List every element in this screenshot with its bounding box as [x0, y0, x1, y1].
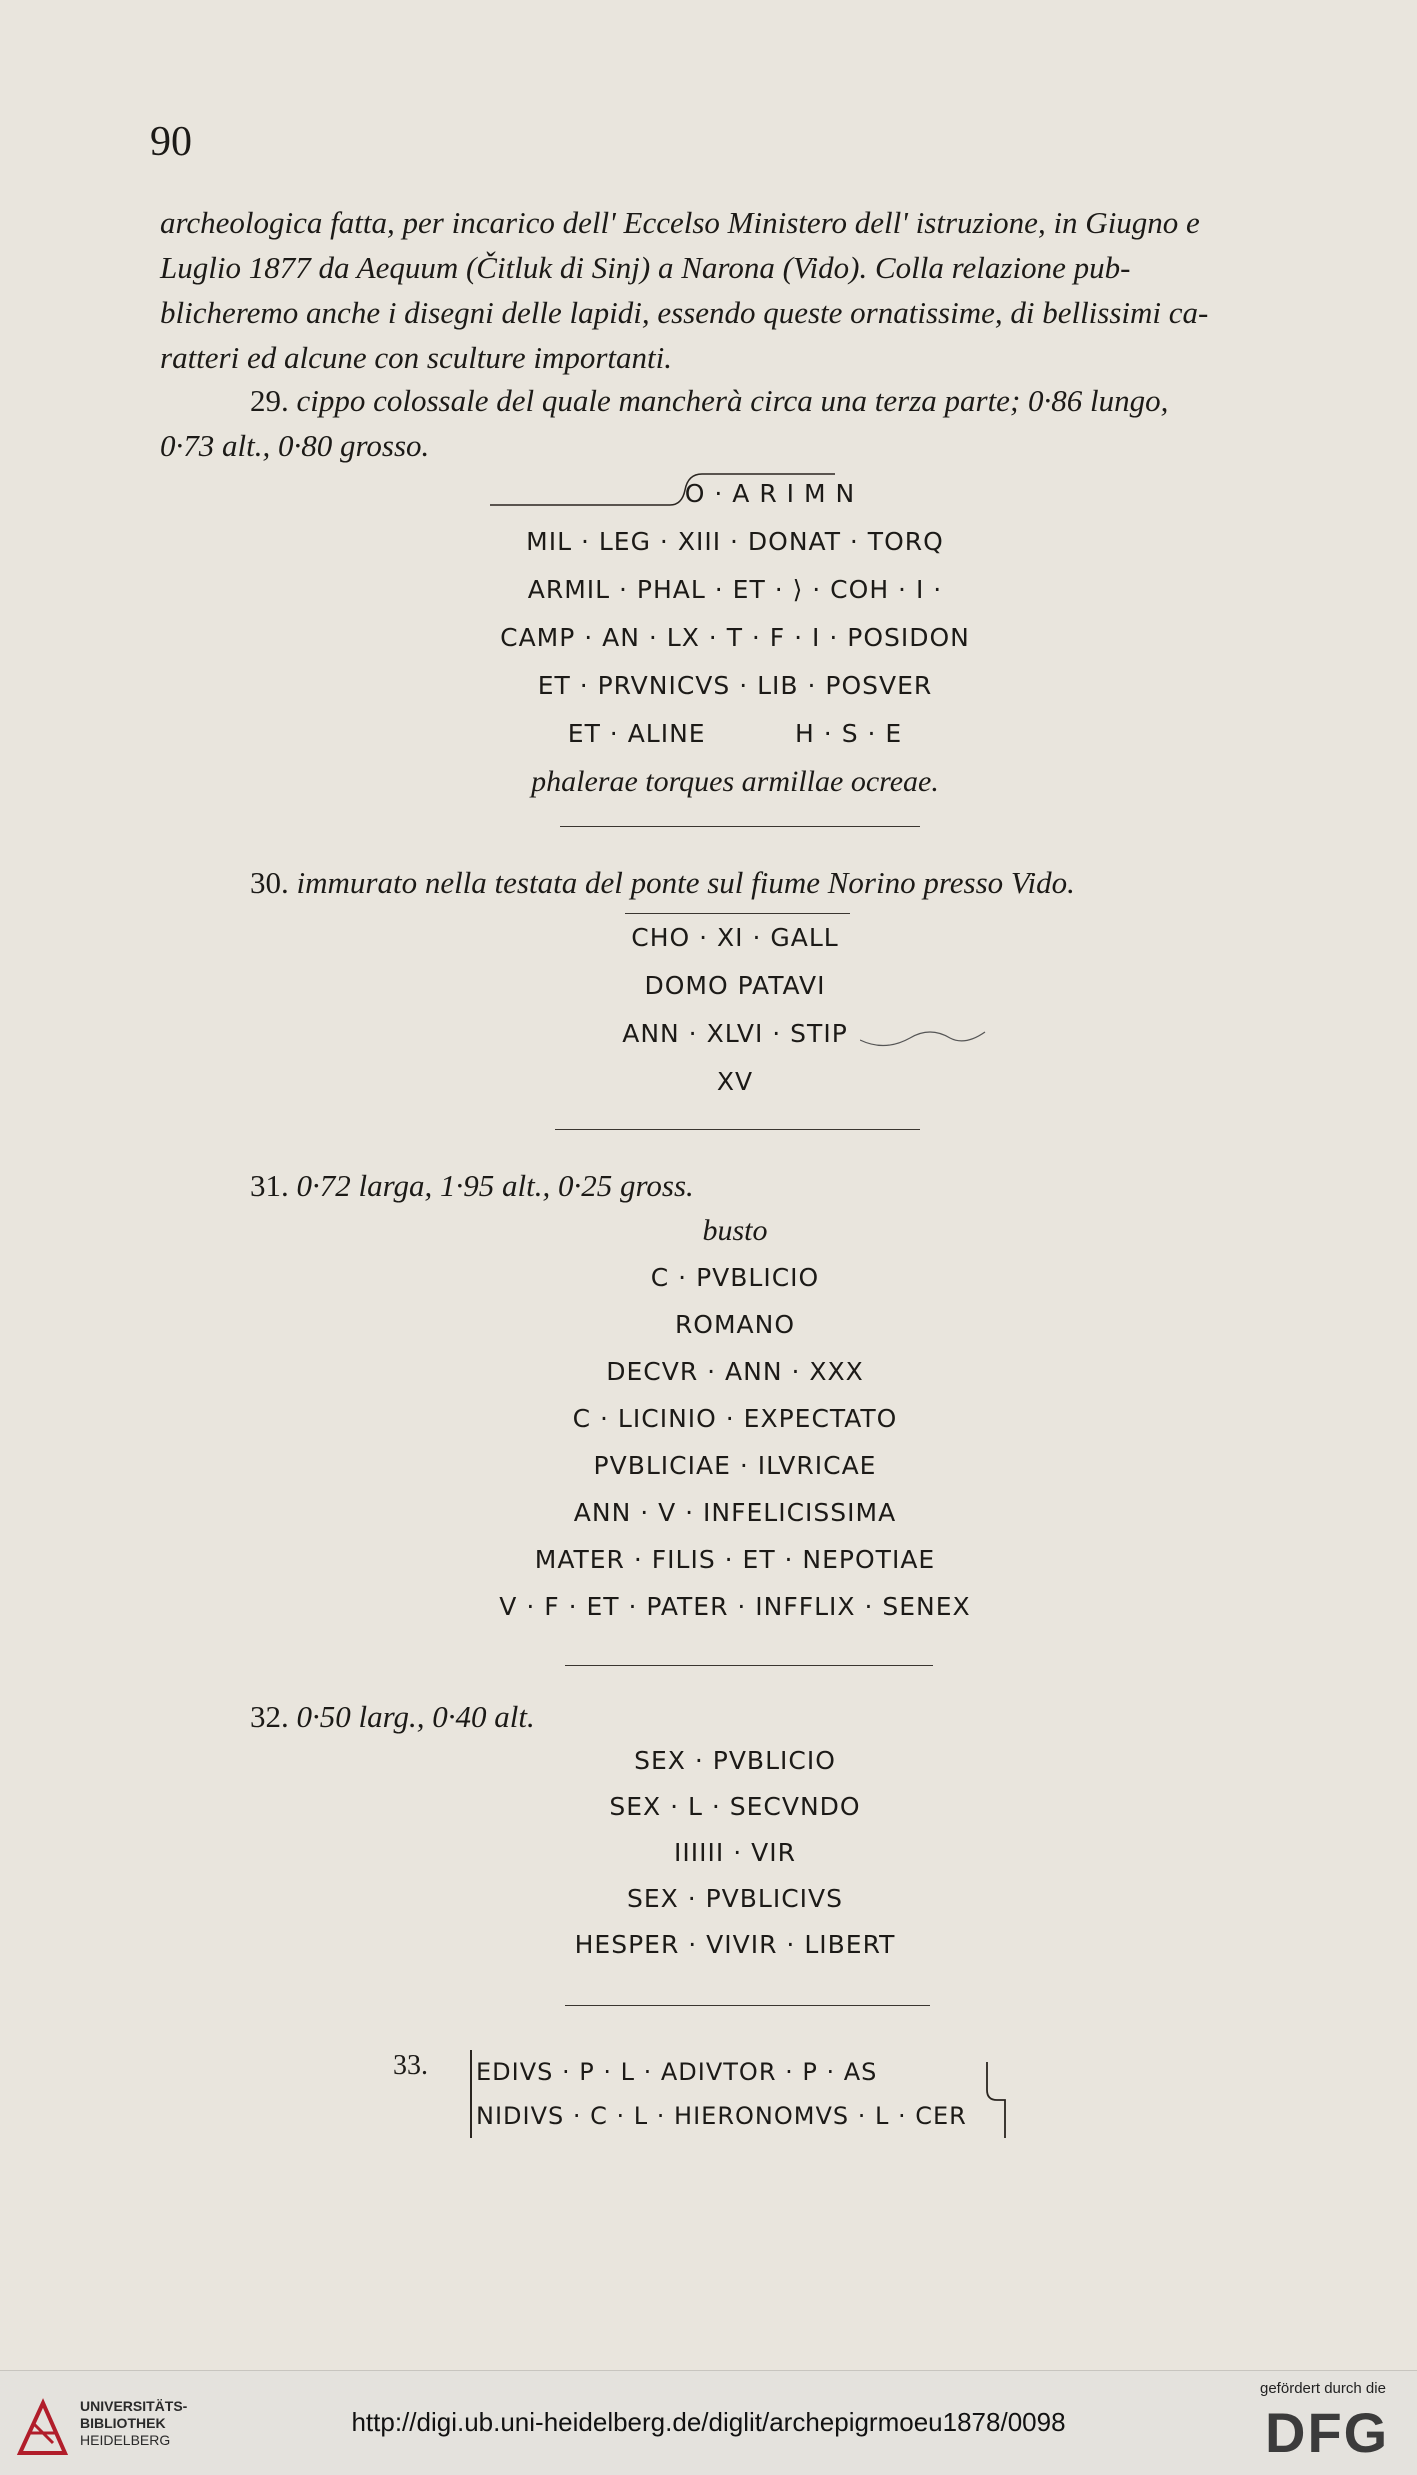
svg-text:DFG: DFG [1265, 2405, 1390, 2460]
entry-31-header [160, 1163, 1310, 1208]
entry-description-cont: 0·73 alt., 0·80 grosso. [160, 428, 430, 463]
inscription-32 [160, 1738, 1310, 1968]
source-url[interactable]: http://digi.ub.uni-heidelberg.de/diglit/archepigrmoeu1878/0098 [351, 2407, 1066, 2437]
inscription-line: HESPER · VIVIR · LIBERT [574, 1930, 896, 1959]
inscription-line: MIL · LEG · XIII · DONAT · TORQ [526, 527, 944, 556]
intro-line: archeologica fatta, per incarico dell' Eccelso Ministero dell' istruzione, in Giugno e [160, 205, 1200, 240]
inscription-line: SEX · L · SECVNDO [609, 1792, 861, 1821]
entry-number: 33. [393, 2050, 428, 2081]
inscription-line: CHO · XI · GALL [631, 923, 839, 952]
inscription-line: C · LICINIO · EXPECTATO [572, 1404, 898, 1433]
inscription-line: V · F · ET · PATER · INFFLIX · SENEX [499, 1592, 971, 1621]
entry-description: immurato nella testata del ponte sul fiume Norino presso Vido. [296, 865, 1075, 900]
separator [565, 1665, 933, 1666]
inscription-line: SEX · PVBLICIVS [626, 1884, 844, 1913]
inscription-line: MATER · FILIS · ET · NEPOTIAE [534, 1545, 936, 1574]
fragment-edge [985, 2060, 1015, 2145]
inscription-line: ARMIL · PHAL · ET · ⟩ · COH · I · [527, 575, 943, 604]
inscription-29 [160, 470, 1310, 806]
entry-number: 31. [250, 1168, 289, 1203]
inscription-31 [160, 1207, 1310, 1630]
inscription-line: C · PVBLICIO [650, 1263, 820, 1292]
inscription-line: IIIIII · VIR [674, 1838, 796, 1867]
entry-30-header [160, 860, 1310, 905]
intro-line: blicheremo anche i disegni delle lapidi, essendo queste ornatissime, di bellissimi ca- [160, 295, 1209, 330]
entry-description: cippo colossale del quale mancherà circa una terza parte; 0·86 lungo, [296, 383, 1169, 418]
inscription-33 [470, 2050, 1012, 2138]
inscription-line: O · A R I M N [684, 479, 856, 508]
inscription-line: ANN · V · INFELICISSIMA [573, 1498, 897, 1527]
entry-number: 32. [250, 1699, 289, 1734]
inscription-line: PVBLICIAE · ILVRICAE [593, 1451, 877, 1480]
intro-line: ratteri ed alcune con sculture importanti. [160, 340, 672, 375]
inscription-30 [160, 914, 1310, 1106]
entry-number: 30. [250, 865, 289, 900]
separator [555, 1129, 920, 1130]
funding-label: gefördert durch die [1260, 2380, 1386, 2397]
inscription-line: EDIVS · P · L · ADIVTOR · P · AS [476, 2058, 878, 2086]
entry-description: 0·50 larg., 0·40 alt. [296, 1699, 535, 1734]
break-mark [860, 1020, 990, 1060]
dfg-logo [1265, 2405, 1405, 2460]
inscription-line: XV [716, 1067, 754, 1096]
entry-description: 0·72 larga, 1·95 alt., 0·25 gross. [296, 1168, 694, 1203]
inscription-line: ET · PRVNICVS · LIB · POSVER [537, 671, 933, 700]
inscription-line: DECVR · ANN · XXX [606, 1357, 864, 1386]
inscription-line: ET · ALINE H · S · E [567, 719, 903, 748]
inscription-line: SEX · PVBLICIO [634, 1746, 836, 1775]
inscription-note: phalerae torques armillae ocreae. [531, 765, 939, 798]
page-number: 90 [150, 119, 192, 165]
inscription-line: CAMP · AN · LX · T · F · I · POSIDON [500, 623, 970, 652]
intro-paragraph [160, 200, 1310, 380]
university-library-name: UNIVERSITÄTS- BIBLIOTHEK HEIDELBERG [80, 2398, 188, 2448]
intro-line: Luglio 1877 da Aequum (Čitluk di Sinj) a Narona (Vido). Colla relazione pub- [160, 250, 1131, 285]
inscription-line: ROMANO [674, 1310, 796, 1339]
separator [560, 826, 920, 827]
inscription-line: NIDIVS · C · L · HIERONOMVS · L · CER [476, 2102, 967, 2130]
inscription-line: DOMO PATAVI [644, 971, 826, 1000]
inscription-line: ANN · XLVI · STIP [622, 1019, 848, 1048]
inscription-note: busto [702, 1214, 768, 1247]
entry-32-header [160, 1694, 1310, 1739]
entry-number: 29. [250, 383, 289, 418]
entry-29-header [160, 378, 1310, 468]
separator [565, 2005, 930, 2006]
